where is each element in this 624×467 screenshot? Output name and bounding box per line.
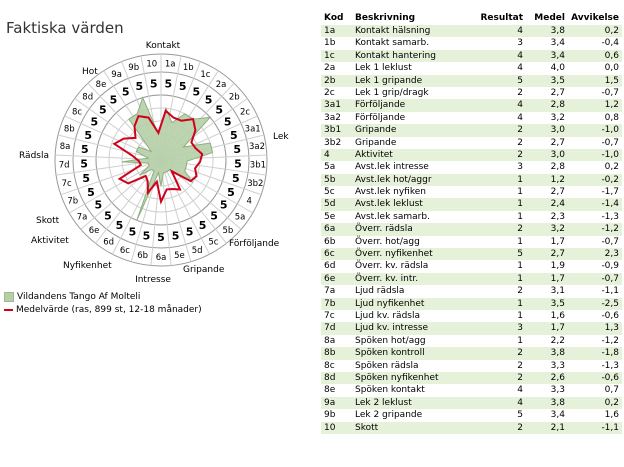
cell-beskrivning: Kontakt hantering <box>355 50 436 61</box>
cell-medel: 3,0 <box>550 149 565 160</box>
cell-avvikelse: 0,2 <box>604 26 619 36</box>
scale-tick-label: 5 <box>135 80 144 94</box>
table-row <box>321 273 622 285</box>
axis-code-label: 8b <box>63 124 75 135</box>
cell-resultat: 3 <box>517 162 523 173</box>
cell-avvikelse: -0,9 <box>601 261 619 272</box>
cell-kod: 2c <box>324 87 335 98</box>
cell-resultat: 2 <box>517 360 523 371</box>
axis-code-label: 6d <box>103 237 115 248</box>
cell-beskrivning: Överr. nyfikenhet <box>355 249 433 260</box>
table-row <box>321 397 622 409</box>
scale-tick-label: 5 <box>223 115 232 129</box>
axis-code-label: 8c <box>71 107 83 118</box>
cell-resultat: 1 <box>517 236 523 247</box>
cell-beskrivning: Ljud kv. intresse <box>355 323 429 334</box>
group-label: Nyfikenhet <box>63 261 112 271</box>
cell-avvikelse: 2,3 <box>604 249 619 260</box>
axis-code-label: 5b <box>222 226 234 237</box>
cell-kod: 8d <box>324 372 336 383</box>
cell-beskrivning: Avst.lek hot/aggr <box>355 174 432 185</box>
scale-tick-label: 5 <box>234 157 242 171</box>
axis-code-label: 7b <box>67 196 79 207</box>
cell-resultat: 3 <box>517 38 523 49</box>
cell-resultat: 2 <box>517 149 523 160</box>
table-row <box>321 260 622 272</box>
axis-code-label: 1c <box>200 69 211 80</box>
cell-resultat: 1 <box>517 273 523 284</box>
header-resultat: Resultat <box>480 13 523 23</box>
cell-avvikelse: 1,5 <box>604 75 619 86</box>
table-row <box>321 360 622 372</box>
cell-medel: 3,4 <box>550 50 565 61</box>
cell-kod: 5e <box>324 211 336 222</box>
cell-resultat: 1 <box>517 335 523 346</box>
scale-tick-label: 5 <box>233 143 242 156</box>
axis-code-label: 5d <box>191 246 203 257</box>
cell-beskrivning: Ljud rädsla <box>355 286 405 297</box>
scale-tick-label: 5 <box>104 209 112 223</box>
cell-resultat: 1 <box>517 211 523 222</box>
cell-resultat: 5 <box>517 249 523 260</box>
cell-resultat: 1 <box>517 310 523 321</box>
cell-avvikelse: 0,8 <box>604 112 619 123</box>
table-row <box>321 384 622 396</box>
cell-kod: 7b <box>324 298 336 309</box>
cell-kod: 3b1 <box>324 125 342 136</box>
cell-medel: 3,2 <box>550 224 565 235</box>
table-row <box>321 124 622 136</box>
cell-resultat: 4 <box>517 26 523 36</box>
cell-avvikelse: -0,2 <box>601 174 619 185</box>
cell-resultat: 1 <box>517 298 523 309</box>
axis-code-label: 3a1 <box>244 124 261 135</box>
header-beskrivning: Beskrivning <box>355 13 416 23</box>
cell-beskrivning: Avst.lek samarb. <box>355 211 430 222</box>
axis-code-label: 2c <box>239 107 251 118</box>
cell-beskrivning: Spöken rädsla <box>355 360 419 371</box>
scale-tick-label: 5 <box>204 93 213 107</box>
cell-beskrivning: Spöken kontroll <box>355 348 425 359</box>
cell-avvikelse: -1,4 <box>601 199 619 210</box>
table-row <box>321 285 622 297</box>
cell-avvikelse: -1,1 <box>601 422 619 433</box>
table-row <box>321 223 622 235</box>
cell-medel: 1,7 <box>550 323 565 334</box>
legend-item-result <box>4 290 202 303</box>
cell-avvikelse: -1,3 <box>601 211 619 222</box>
cell-kod: 6e <box>324 273 336 284</box>
cell-kod: 2a <box>324 63 336 74</box>
scale-tick-label: 5 <box>142 229 151 243</box>
cell-avvikelse: 0,7 <box>604 385 619 396</box>
scale-tick-label: 5 <box>149 77 158 91</box>
axis-code-label: 6c <box>119 246 130 257</box>
cell-medel: 2,8 <box>550 100 565 111</box>
cell-avvikelse: -0,7 <box>601 137 619 148</box>
cell-resultat: 2 <box>517 137 523 148</box>
table-row <box>321 236 622 248</box>
cell-resultat: 1 <box>517 199 523 210</box>
axis-code-label: 3b2 <box>247 178 264 189</box>
cell-medel: 2,7 <box>550 137 565 148</box>
cell-avvikelse: -0,4 <box>601 38 619 49</box>
axis-code-label: 10 <box>146 59 158 70</box>
axis-code-label: 6e <box>88 226 100 237</box>
cell-beskrivning: Kontakt samarb. <box>355 38 430 49</box>
cell-medel: 1,9 <box>550 261 565 272</box>
scale-tick-label: 5 <box>98 103 107 117</box>
cell-beskrivning: Förföljande <box>355 112 406 123</box>
group-label: Kontakt <box>145 41 181 51</box>
cell-avvikelse: -0,6 <box>601 310 619 321</box>
scale-tick-label: 5 <box>90 115 99 129</box>
scale-tick-label: 5 <box>94 198 103 212</box>
cell-medel: 3,1 <box>550 286 565 297</box>
cell-medel: 2,8 <box>550 162 565 173</box>
scale-tick-label: 5 <box>198 218 207 232</box>
chart-title: Faktiska värden <box>6 19 124 37</box>
cell-medel: 1,2 <box>550 174 565 185</box>
cell-beskrivning: Avst.lek leklust <box>355 199 423 210</box>
cell-beskrivning: Spöken hot/agg <box>355 335 426 346</box>
cell-beskrivning: Spöken kontakt <box>355 385 425 396</box>
cell-beskrivning: Förföljande <box>355 100 406 111</box>
cell-avvikelse: -1,0 <box>601 125 619 136</box>
cell-kod: 5d <box>324 199 336 210</box>
axis-code-label: 1a <box>164 59 176 70</box>
cell-medel: 2,1 <box>550 422 565 433</box>
scale-tick-label: 5 <box>227 186 235 199</box>
cell-beskrivning: Ljud nyfikenhet <box>355 298 425 309</box>
cell-beskrivning: Spöken nyfikenhet <box>355 372 439 383</box>
cell-medel: 2,3 <box>550 211 565 222</box>
legend-swatch-average <box>4 309 13 311</box>
cell-kod: 7a <box>324 286 336 297</box>
scale-tick-label: 5 <box>231 172 240 186</box>
axis-code-label: 7a <box>76 212 88 223</box>
scale-tick-label: 5 <box>87 186 95 199</box>
cell-avvikelse: -1,8 <box>601 348 619 359</box>
header-kod: Kod <box>324 13 344 23</box>
cell-kod: 1a <box>324 26 336 36</box>
cell-beskrivning: Avst.lek nyfiken <box>355 187 426 198</box>
axis-code-label: 1b <box>182 62 194 73</box>
cell-avvikelse: -0,7 <box>601 236 619 247</box>
cell-beskrivning: Avst.lek intresse <box>355 162 429 173</box>
table-row <box>321 198 622 210</box>
cell-kod: 8a <box>324 335 336 346</box>
cell-resultat: 1 <box>517 187 523 198</box>
cell-avvikelse: -2,5 <box>601 298 619 309</box>
cell-kod: 8e <box>324 385 336 396</box>
scale-tick-label: 5 <box>164 77 173 91</box>
cell-kod: 9b <box>324 410 336 421</box>
cell-beskrivning: Överr. rädsla <box>355 224 413 235</box>
table-row <box>321 112 622 124</box>
table-row <box>321 335 622 347</box>
scale-tick-label: 5 <box>229 128 238 142</box>
cell-beskrivning: Överr. kv. intr. <box>355 273 419 284</box>
group-label: Förföljande <box>229 239 280 249</box>
table-row <box>321 50 622 62</box>
table-row <box>321 62 622 74</box>
cell-avvikelse: 0,2 <box>604 397 619 408</box>
cell-medel: 2,6 <box>550 372 565 383</box>
header-avvikelse: Avvikelse <box>571 13 619 23</box>
cell-medel: 3,5 <box>550 75 565 86</box>
axis-code-label: 5e <box>174 251 185 262</box>
legend-label-average: Medelvärde (ras, 899 st, 12-18 månader) <box>16 304 202 315</box>
cell-avvikelse: 1,6 <box>604 410 619 421</box>
cell-beskrivning: Överr. hot/agg <box>355 236 420 247</box>
axis-code-label: 7d <box>58 160 70 171</box>
table-header <box>321 11 622 25</box>
cell-resultat: 2 <box>517 87 523 98</box>
table-row <box>321 211 622 223</box>
axis-code-label: 8d <box>82 92 94 103</box>
axis-code-label: 7c <box>61 178 72 189</box>
cell-kod: 7d <box>324 323 336 334</box>
table-row <box>321 161 622 173</box>
cell-kod: 7c <box>324 310 335 321</box>
axis-code-label: 8a <box>59 142 71 153</box>
table-row <box>321 298 622 310</box>
cell-avvikelse: 1,3 <box>604 323 619 334</box>
scale-tick-label: 5 <box>121 85 130 99</box>
cell-kod: 5b <box>324 174 336 185</box>
cell-medel: 1,7 <box>550 273 565 284</box>
axis-code-label: 2a <box>215 79 227 90</box>
cell-medel: 3,5 <box>550 298 565 309</box>
cell-medel: 2,4 <box>550 199 565 210</box>
scale-tick-label: 5 <box>178 80 187 94</box>
cell-kod: 1c <box>324 50 335 61</box>
cell-resultat: 1 <box>517 261 523 272</box>
cell-medel: 2,7 <box>550 87 565 98</box>
cell-avvikelse: -1,1 <box>601 286 619 297</box>
cell-avvikelse: -1,2 <box>601 335 619 346</box>
axis-code-label: 5a <box>234 212 246 223</box>
cell-beskrivning: Lek 2 gripande <box>355 410 423 421</box>
cell-medel: 1,6 <box>550 310 565 321</box>
cell-resultat: 5 <box>517 75 523 86</box>
scale-tick-label: 5 <box>80 143 89 156</box>
cell-beskrivning: Lek 1 grip/dragk <box>355 87 429 98</box>
cell-avvikelse: -0,6 <box>601 372 619 383</box>
header-medel: Medel <box>534 13 565 23</box>
cell-resultat: 2 <box>517 422 523 433</box>
cell-beskrivning: Lek 2 leklust <box>355 397 412 408</box>
scale-tick-label: 5 <box>215 103 224 117</box>
table-row <box>321 186 622 198</box>
axis-code-label: 2b <box>228 92 240 103</box>
group-label: Gripande <box>183 265 225 275</box>
cell-resultat: 2 <box>517 286 523 297</box>
table-row <box>321 37 622 49</box>
table-row <box>321 87 622 99</box>
table-row <box>321 322 622 334</box>
cell-kod: 9a <box>324 397 336 408</box>
table-row <box>321 372 622 384</box>
axis-code-label: 6a <box>155 253 167 263</box>
cell-resultat: 2 <box>517 224 523 235</box>
cell-avvikelse: -1,0 <box>601 149 619 160</box>
cell-medel: 2,7 <box>550 249 565 260</box>
table-row <box>321 310 622 322</box>
cell-medel: 2,7 <box>550 187 565 198</box>
cell-resultat: 4 <box>517 385 523 396</box>
axis-code-label: 9b <box>128 62 140 73</box>
axis-code-label: 3b1 <box>249 160 267 171</box>
table-row <box>321 149 622 161</box>
cell-resultat: 3 <box>517 323 523 334</box>
cell-medel: 3,8 <box>550 397 565 408</box>
cell-medel: 3,2 <box>550 112 565 123</box>
group-label: Rädsla <box>19 151 49 161</box>
scale-tick-label: 5 <box>185 225 194 239</box>
scale-tick-label: 5 <box>82 172 91 186</box>
cell-resultat: 4 <box>517 112 523 123</box>
cell-kod: 5a <box>324 162 336 173</box>
cell-kod: 6b <box>324 236 336 247</box>
cell-beskrivning: Aktivitet <box>355 149 393 160</box>
cell-avvikelse: 0,6 <box>604 50 619 61</box>
legend-label-result: Vildandens Tango Af Molteli <box>17 291 141 302</box>
table-row <box>321 174 622 186</box>
cell-kod: 8b <box>324 348 336 359</box>
cell-kod: 1b <box>324 38 336 49</box>
scale-tick-label: 5 <box>171 229 180 243</box>
cell-kod: 5c <box>324 187 335 198</box>
table-row <box>321 75 622 87</box>
cell-avvikelse: -0,7 <box>601 273 619 284</box>
cell-medel: 3,4 <box>550 410 565 421</box>
cell-medel: 3,8 <box>550 348 565 359</box>
group-label: Skott <box>36 216 60 226</box>
cell-medel: 3,3 <box>550 360 565 371</box>
axis-code-label: 4 <box>246 196 252 207</box>
cell-beskrivning: Skott <box>355 422 379 433</box>
cell-kod: 3b2 <box>324 137 342 148</box>
cell-beskrivning: Lek 1 leklust <box>355 63 412 74</box>
cell-resultat: 1 <box>517 174 523 185</box>
scale-tick-label: 5 <box>210 209 218 223</box>
cell-medel: 3,3 <box>550 385 565 396</box>
cell-kod: 6d <box>324 261 336 272</box>
scale-tick-label: 5 <box>192 85 201 99</box>
scale-tick-label: 5 <box>109 93 118 107</box>
cell-beskrivning: Överr. kv. rädsla <box>355 261 429 272</box>
cell-beskrivning: Kontakt hälsning <box>355 26 431 36</box>
table-row <box>321 422 622 434</box>
cell-medel: 3,8 <box>550 26 565 36</box>
cell-beskrivning: Gripande <box>355 137 397 148</box>
table-row <box>321 248 622 260</box>
cell-kod: 2b <box>324 75 336 86</box>
cell-avvikelse: -1,7 <box>601 187 619 198</box>
group-label: Intresse <box>135 275 171 285</box>
cell-beskrivning: Lek 1 gripande <box>355 75 423 86</box>
cell-resultat: 5 <box>517 410 523 421</box>
table-row <box>321 25 622 37</box>
axis-code-label: 9a <box>111 69 122 80</box>
cell-resultat: 2 <box>517 348 523 359</box>
scale-tick-label: 5 <box>157 231 165 244</box>
cell-kod: 8c <box>324 360 335 371</box>
cell-avvikelse: -1,3 <box>601 360 619 371</box>
group-label: Aktivitet <box>31 236 69 246</box>
cell-resultat: 2 <box>517 372 523 383</box>
legend-swatch-result <box>4 292 14 302</box>
radar-chart <box>0 0 320 290</box>
table-body <box>321 25 622 434</box>
legend <box>4 290 202 316</box>
cell-resultat: 2 <box>517 125 523 136</box>
results-table <box>321 11 622 434</box>
table-row <box>321 137 622 149</box>
group-label: Lek <box>273 132 289 142</box>
cell-kod: 3a1 <box>324 100 341 111</box>
cell-medel: 2,2 <box>550 335 565 346</box>
scale-tick-label: 5 <box>115 218 124 232</box>
axis-code-label: 5c <box>208 237 219 248</box>
axis-code-label: 6b <box>137 251 149 262</box>
cell-kod: 6a <box>324 224 336 235</box>
cell-avvikelse: -1,2 <box>601 224 619 235</box>
cell-resultat: 4 <box>517 50 523 61</box>
cell-avvikelse: 0,2 <box>604 162 619 173</box>
scale-tick-label: 5 <box>128 225 137 239</box>
scale-tick-label: 5 <box>219 198 228 212</box>
cell-medel: 4,0 <box>550 63 565 74</box>
group-label: Hot <box>82 67 98 77</box>
cell-resultat: 4 <box>517 100 523 111</box>
scale-tick-label: 5 <box>80 157 88 171</box>
scale-tick-label: 5 <box>84 128 93 142</box>
axis-code-label: 3a2 <box>248 142 266 153</box>
table-row <box>321 347 622 359</box>
cell-kod: 4 <box>324 149 330 160</box>
cell-beskrivning: Ljud kv. rädsla <box>355 310 420 321</box>
cell-kod: 6c <box>324 249 335 260</box>
cell-beskrivning: Gripande <box>355 125 397 136</box>
cell-avvikelse: -0,7 <box>601 87 619 98</box>
cell-medel: 1,7 <box>550 236 565 247</box>
cell-medel: 3,0 <box>550 125 565 136</box>
cell-resultat: 4 <box>517 63 523 74</box>
cell-avvikelse: 0,0 <box>604 63 619 74</box>
axis-code-label: 8e <box>95 79 107 90</box>
cell-medel: 3,4 <box>550 38 565 49</box>
table-row <box>321 409 622 421</box>
cell-avvikelse: 1,2 <box>604 100 619 111</box>
cell-resultat: 4 <box>517 397 523 408</box>
table-row <box>321 99 622 111</box>
cell-kod: 3a2 <box>324 112 341 123</box>
legend-item-average <box>4 303 202 316</box>
cell-kod: 10 <box>324 422 336 433</box>
